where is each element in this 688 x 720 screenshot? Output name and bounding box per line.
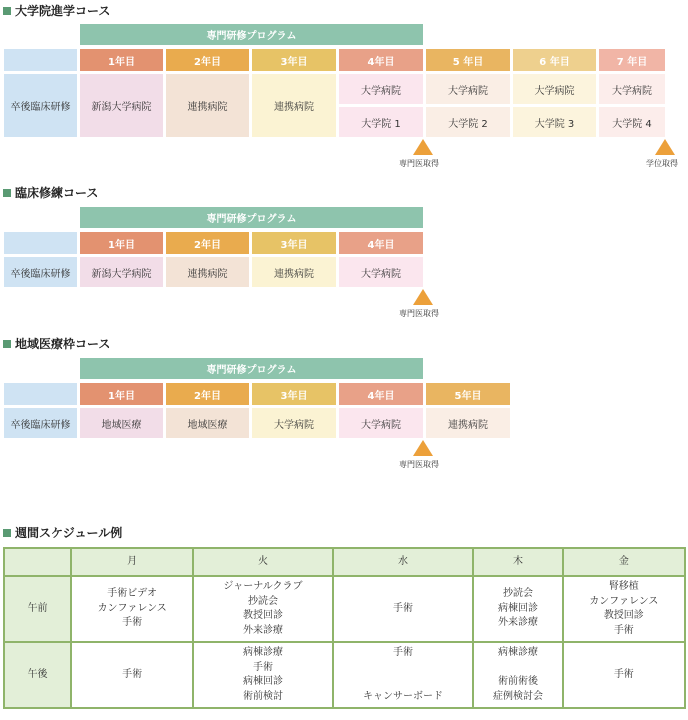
- milestone-label: 学位取得: [646, 159, 678, 168]
- schedule-item: キャンサーボード: [362, 690, 443, 702]
- section-title-text: 地域医療枠コース: [15, 337, 111, 351]
- cell-y2: 連携病院: [166, 74, 249, 137]
- schedule-row-pm: [4, 642, 685, 708]
- section-title-regional: [3, 335, 110, 352]
- cell-grad-3: 大学院 3: [513, 107, 596, 137]
- schedule-cell: [193, 576, 332, 642]
- schedule-item: 手術: [122, 668, 143, 680]
- cell-y2: 地域医療: [166, 408, 249, 438]
- cell-y3: 大学病院: [252, 408, 336, 438]
- schedule-item: 外来診療: [242, 624, 283, 636]
- day-header-mon: 月: [71, 548, 193, 576]
- schedule-cell: [473, 576, 562, 642]
- schedule-item: [334, 661, 473, 676]
- section-title-clinical: [3, 184, 98, 201]
- row-label: 卒後臨床研修: [4, 257, 77, 287]
- schedule-item: ジャーナルクラブ: [223, 581, 303, 592]
- schedule-header-row: [4, 548, 685, 576]
- milestone-label: 専門医取得: [399, 159, 439, 168]
- schedule-corner: [4, 548, 71, 576]
- program-bar: 専門研修プログラム: [80, 207, 423, 228]
- cell-y3: 連携病院: [252, 257, 336, 287]
- schedule-item: 手術: [122, 617, 143, 629]
- row-label: 卒後臨床研修: [4, 74, 77, 137]
- year-header-4: 4年目: [339, 232, 423, 254]
- milestone-triangle-icon: [655, 139, 675, 155]
- cell-y4: 大学病院: [339, 408, 423, 438]
- schedule-item: 手術: [613, 668, 634, 680]
- milestone-triangle-icon: [413, 139, 433, 155]
- schedule-cell: [563, 576, 685, 642]
- schedule-item: 病棟診療: [242, 647, 283, 658]
- cell-y2: 連携病院: [166, 257, 249, 287]
- section-title-text: 週間スケジュール例: [15, 526, 123, 540]
- schedule-cell: [473, 642, 562, 708]
- section-title-text: 大学院進学コース: [15, 4, 111, 18]
- cell-y4: 大学病院: [339, 257, 423, 287]
- schedule-cell: [563, 642, 685, 708]
- schedule-row-am: [4, 576, 685, 642]
- weekly-schedule-table: [3, 547, 686, 709]
- year-header-5: 5年目: [426, 383, 510, 405]
- year-header-3: 3年目: [252, 49, 336, 71]
- schedule-item: 手術: [392, 602, 413, 614]
- schedule-item: カンファレンス: [589, 595, 659, 607]
- schedule-item: 手術: [252, 661, 273, 673]
- schedule-item: カンファレンス: [97, 602, 167, 614]
- cell-y1: 地域医療: [80, 408, 163, 438]
- schedule-item: [334, 675, 473, 690]
- day-header-fri: 金: [563, 548, 685, 576]
- section-marker-icon: [3, 189, 11, 197]
- year-header-7: 7 年目: [599, 49, 665, 71]
- cell-grad-4: 大学院 4: [599, 107, 665, 137]
- schedule-item: 術前術後: [498, 676, 538, 687]
- cell-y7: 大学病院: [599, 74, 665, 104]
- milestone-label: 専門医取得: [399, 309, 439, 318]
- schedule-item: [474, 661, 561, 676]
- schedule-item: 病棟回診: [498, 602, 538, 614]
- program-bar: 専門研修プログラム: [80, 24, 423, 45]
- schedule-item: 抄読会: [503, 588, 533, 600]
- section-marker-icon: [3, 340, 11, 348]
- cell-y1: 新潟大学病院: [80, 257, 163, 287]
- schedule-item: 手術: [392, 647, 413, 658]
- cell-y5: 大学病院: [426, 74, 510, 104]
- cell-y6: 大学病院: [513, 74, 596, 104]
- cell-y3: 連携病院: [252, 74, 336, 137]
- section-title-graduate: [3, 2, 110, 19]
- year-header-1: 1年目: [80, 49, 163, 71]
- schedule-item: 手術: [613, 624, 634, 636]
- cell-grad-2: 大学院 2: [426, 107, 510, 137]
- schedule-cell: [71, 576, 193, 642]
- schedule-item: 教授回診: [603, 610, 644, 621]
- schedule-item: 手術ビデオ: [107, 588, 158, 600]
- milestone-triangle-icon: [413, 289, 433, 305]
- schedule-cell: [333, 576, 474, 642]
- cell-grad-1: 大学院 1: [339, 107, 423, 137]
- year-header-4: 4年目: [339, 383, 423, 405]
- schedule-cell: [193, 642, 332, 708]
- row-label-am: 午前: [4, 576, 71, 642]
- schedule-item: 教授回診: [242, 610, 283, 621]
- schedule-item: 外来診療: [498, 617, 538, 629]
- year-header-6: 6 年目: [513, 49, 596, 71]
- year-header-1: 1年目: [80, 383, 163, 405]
- schedule-cell: [71, 642, 193, 708]
- schedule-item: 症例検討会: [493, 690, 543, 702]
- schedule-item: 病棟診療: [498, 647, 538, 658]
- year-header-2: 2年目: [166, 232, 249, 254]
- cell-y5: 連携病院: [426, 408, 510, 438]
- label-blank: [4, 383, 77, 405]
- schedule-item: 抄読会: [247, 595, 278, 607]
- cell-y4: 大学病院: [339, 74, 423, 104]
- year-header-2: 2年目: [166, 383, 249, 405]
- label-blank: [4, 49, 77, 71]
- row-label: 卒後臨床研修: [4, 408, 77, 438]
- year-header-2: 2年目: [166, 49, 249, 71]
- section-title-text: 臨床修練コース: [15, 186, 99, 200]
- schedule-item: 術前検討: [242, 690, 283, 702]
- year-header-1: 1年目: [80, 232, 163, 254]
- schedule-item: 病棟回診: [242, 676, 283, 687]
- cell-y1: 新潟大学病院: [80, 74, 163, 137]
- program-bar: 専門研修プログラム: [80, 358, 423, 379]
- section-marker-icon: [3, 529, 11, 537]
- label-blank: [4, 232, 77, 254]
- section-marker-icon: [3, 7, 11, 15]
- day-header-thu: 木: [473, 548, 562, 576]
- year-header-3: 3年目: [252, 383, 336, 405]
- milestone-label: 専門医取得: [399, 460, 439, 469]
- day-header-wed: 水: [333, 548, 474, 576]
- year-header-5: 5 年目: [426, 49, 510, 71]
- row-label-pm: 午後: [4, 642, 71, 708]
- milestone-triangle-icon: [413, 440, 433, 456]
- year-header-4: 4年目: [339, 49, 423, 71]
- schedule-cell: [333, 642, 474, 708]
- section-title-schedule: [3, 524, 122, 541]
- day-header-tue: 火: [193, 548, 332, 576]
- year-header-3: 3年目: [252, 232, 336, 254]
- schedule-item: 腎移植: [608, 581, 639, 592]
